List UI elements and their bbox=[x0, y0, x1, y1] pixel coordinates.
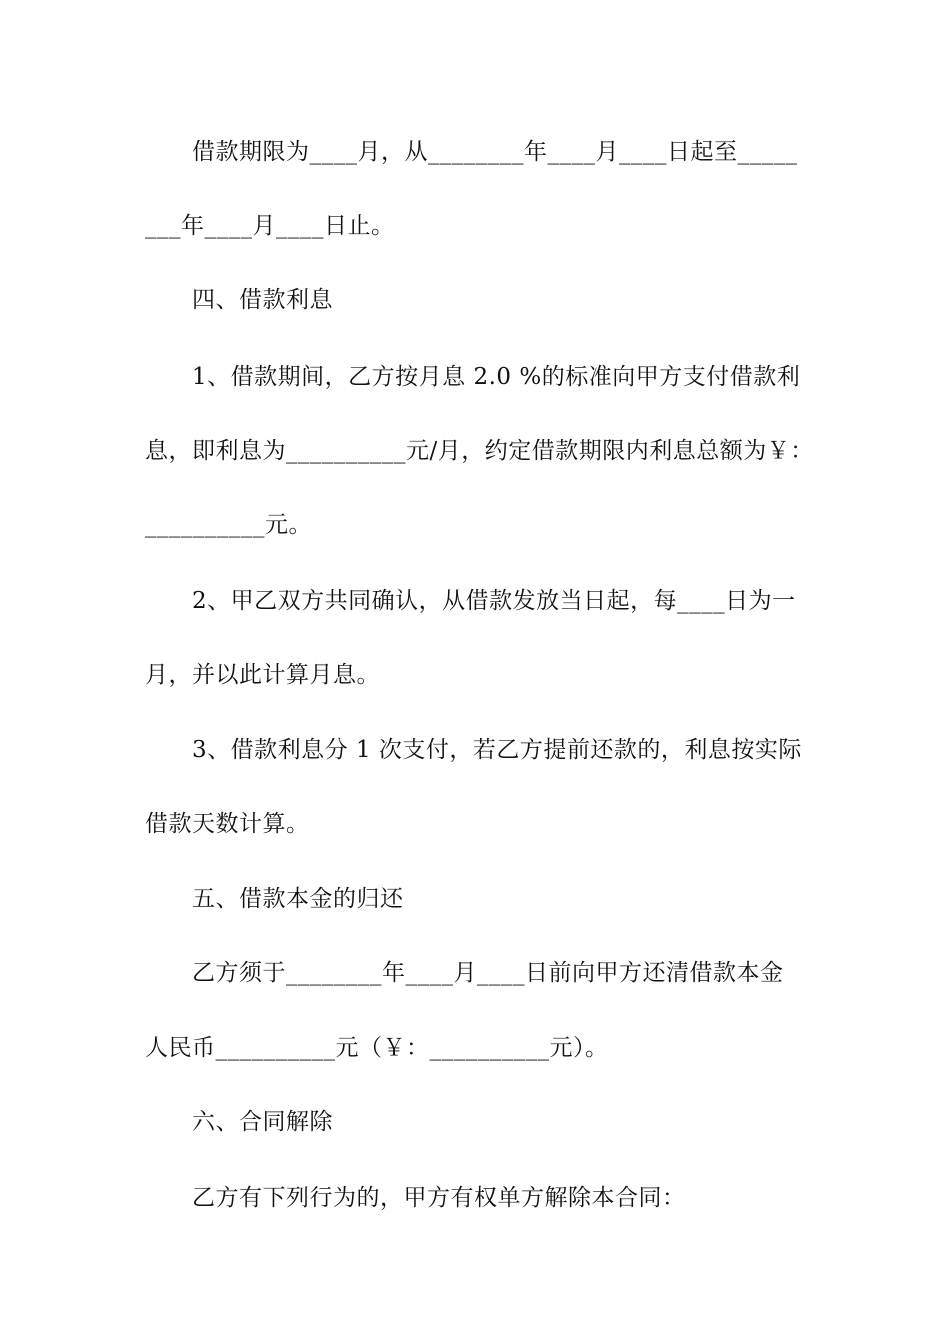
loan-term-line-1: 借款期限为____月，从________年____月____日起至_____ bbox=[192, 139, 798, 165]
principal-clause-line-1: 乙方须于________年____月____日前向甲方还清借款本金 bbox=[192, 960, 784, 986]
interest-clause-2-line-1: 2、甲乙双方共同确认，从借款发放当日起，每____日为一 bbox=[192, 588, 796, 614]
termination-clause-line-1: 乙方有下列行为的，甲方有权单方解除本合同： bbox=[192, 1185, 686, 1211]
principal-clause-line-2: 人民币__________元（￥：__________元）。 bbox=[145, 1035, 609, 1061]
section-heading-principal: 五、借款本金的归还 bbox=[192, 886, 404, 912]
section-heading-termination: 六、合同解除 bbox=[192, 1109, 333, 1135]
interest-clause-3-line-1: 3、借款利息分 1 次支付，若乙方提前还款的，利息按实际 bbox=[192, 737, 802, 763]
interest-clause-3-line-2: 借款天数计算。 bbox=[145, 811, 310, 837]
section-heading-interest: 四、借款利息 bbox=[192, 287, 333, 313]
interest-clause-2-line-2: 月，并以此计算月息。 bbox=[145, 662, 380, 688]
interest-clause-1-line-2: 息，即利息为__________元/月，约定借款期限内利息总额为￥： bbox=[145, 438, 814, 464]
interest-clause-1-line-1: 1、借款期间，乙方按月息 2.0 %的标准向甲方支付借款利 bbox=[192, 364, 801, 390]
loan-term-line-2: ___年____月____日止。 bbox=[145, 213, 395, 239]
interest-clause-1-line-3: __________元。 bbox=[145, 512, 312, 538]
